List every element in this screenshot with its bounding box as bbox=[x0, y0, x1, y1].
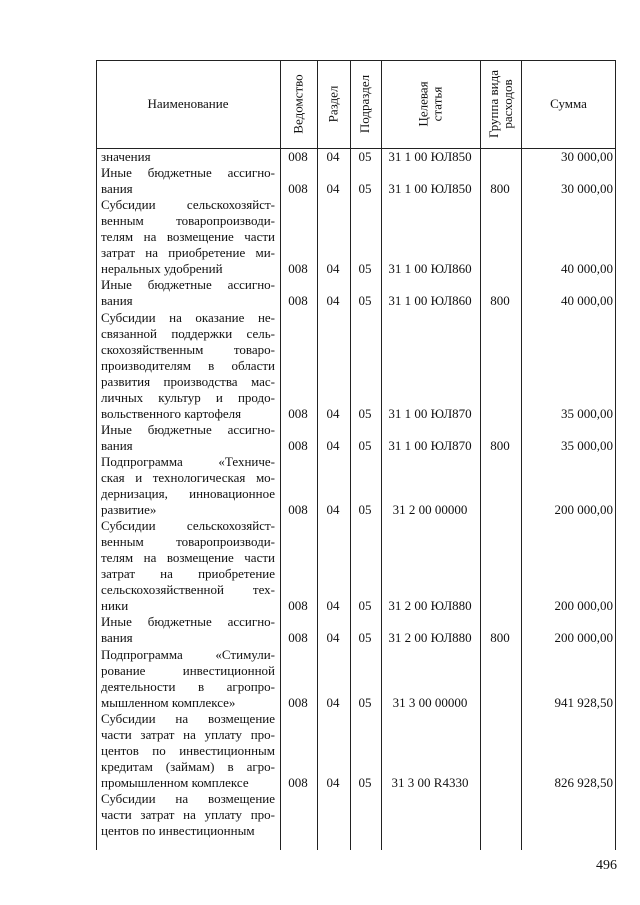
celevaya-cell: 31 3 00 00000 bbox=[392, 694, 468, 710]
row-name-line: венным товаропроизводи- bbox=[101, 534, 275, 550]
header-razdel bbox=[317, 60, 350, 148]
podrazdel-cell: 05 bbox=[358, 149, 372, 164]
row-name-line: Иные бюджетные ассигно- bbox=[101, 165, 275, 181]
summa-cell: 35 000,00 bbox=[561, 437, 613, 453]
table-row bbox=[96, 165, 616, 197]
summa-cell: 40 000,00 bbox=[561, 293, 613, 309]
vedomstvo-cell: 008 bbox=[288, 694, 308, 710]
budget-table bbox=[96, 60, 616, 850]
table-row bbox=[96, 614, 616, 646]
row-name bbox=[101, 518, 275, 614]
podrazdel-cell: 05 bbox=[358, 261, 372, 277]
row-name-line: личных культур и продо- bbox=[101, 389, 275, 405]
header-celevaya-label bbox=[416, 81, 444, 126]
row-name-line: вания bbox=[101, 630, 133, 646]
row-name bbox=[101, 165, 275, 197]
vedomstvo-cell: 008 bbox=[288, 630, 308, 646]
header-podrazdel-label: Подраздел bbox=[357, 74, 373, 134]
header-razdel-label: Раздел bbox=[325, 85, 341, 123]
celevaya-cell: 31 2 00 ЮЛ880 bbox=[388, 630, 472, 646]
podrazdel-cell: 05 bbox=[358, 774, 372, 790]
celevaya-cell: 31 1 00 ЮЛ850 bbox=[388, 181, 472, 197]
gruppa-cell: 800 bbox=[490, 293, 510, 309]
row-name-line: развития производства мас- bbox=[101, 373, 275, 389]
table-row bbox=[96, 518, 616, 614]
row-name bbox=[101, 422, 275, 454]
row-name bbox=[101, 197, 275, 277]
row-name-line: дернизация, инновационное bbox=[101, 485, 275, 501]
header-summa-label: Сумма bbox=[550, 96, 587, 111]
gruppa-cell: 800 bbox=[490, 181, 510, 197]
header-vedomstvo bbox=[280, 60, 317, 148]
table-row bbox=[96, 454, 616, 518]
razdel-cell: 04 bbox=[326, 694, 340, 710]
header-summa bbox=[521, 60, 616, 148]
row-name bbox=[101, 647, 275, 711]
header-podrazdel bbox=[350, 60, 381, 148]
celevaya-cell: 31 1 00 ЮЛ850 bbox=[388, 149, 472, 164]
vedomstvo-cell: 008 bbox=[288, 774, 308, 790]
celevaya-cell: 31 1 00 ЮЛ870 bbox=[388, 437, 472, 453]
gruppa-cell: 800 bbox=[490, 437, 510, 453]
podrazdel-cell: 05 bbox=[358, 598, 372, 614]
podrazdel-cell: 05 bbox=[358, 405, 372, 421]
summa-cell: 941 928,50 bbox=[554, 694, 613, 710]
header-name-label: Наименование bbox=[147, 96, 229, 111]
row-name-line: сельскохозяйственной тех- bbox=[101, 582, 275, 598]
razdel-cell: 04 bbox=[326, 774, 340, 790]
podrazdel-cell: 05 bbox=[358, 502, 372, 518]
vedomstvo-cell: 008 bbox=[288, 181, 308, 197]
row-name bbox=[101, 149, 275, 165]
podrazdel-cell: 05 bbox=[358, 437, 372, 453]
row-name-line: кредитам (займам) в агро- bbox=[101, 758, 275, 774]
table-top-border bbox=[96, 60, 616, 61]
row-name-line: ская и технологическая мо- bbox=[101, 469, 275, 485]
celevaya-cell: 31 2 00 ЮЛ880 bbox=[388, 598, 472, 614]
header-gruppa-label bbox=[487, 70, 515, 138]
celevaya-cell: 31 1 00 ЮЛ860 bbox=[388, 261, 472, 277]
summa-cell: 200 000,00 bbox=[554, 630, 613, 646]
row-name-line: вания bbox=[101, 293, 133, 309]
row-name-line: Субсидии на возмещение bbox=[101, 791, 275, 806]
row-name-line: вания bbox=[101, 437, 133, 453]
vedomstvo-cell: 008 bbox=[288, 437, 308, 453]
header-gruppa-line-1: Группа вида bbox=[485, 70, 501, 138]
row-name bbox=[101, 310, 275, 422]
gruppa-cell: 800 bbox=[490, 630, 510, 646]
table-row bbox=[96, 277, 616, 309]
row-name-line: деятельности в агропро- bbox=[101, 678, 275, 694]
podrazdel-cell: 05 bbox=[358, 293, 372, 309]
razdel-cell: 04 bbox=[326, 261, 340, 277]
row-name-line: венным товаропроизводи- bbox=[101, 213, 275, 229]
row-name-line: вольственного картофеля bbox=[101, 405, 242, 421]
vedomstvo-cell: 008 bbox=[288, 261, 308, 277]
row-name-line: Субсидии на возмещение bbox=[101, 710, 275, 726]
summa-cell: 826 928,50 bbox=[554, 774, 613, 790]
row-name-line: значения bbox=[101, 149, 151, 164]
summa-cell: 30 000,00 bbox=[561, 149, 613, 164]
summa-cell: 200 000,00 bbox=[554, 598, 613, 614]
row-name-line: неральных удобрений bbox=[101, 261, 223, 277]
podrazdel-cell: 05 bbox=[358, 630, 372, 646]
row-name-line: Иные бюджетные ассигно- bbox=[101, 277, 275, 293]
table-row bbox=[96, 310, 616, 422]
page-number: 496 bbox=[596, 858, 617, 873]
razdel-cell: 04 bbox=[326, 502, 340, 518]
row-name-line: производителям в области bbox=[101, 357, 275, 373]
razdel-cell: 04 bbox=[326, 630, 340, 646]
razdel-cell: 04 bbox=[326, 405, 340, 421]
podrazdel-cell: 05 bbox=[358, 181, 372, 197]
razdel-cell: 04 bbox=[326, 149, 340, 164]
razdel-cell: 04 bbox=[326, 437, 340, 453]
table-row bbox=[96, 197, 616, 277]
row-name-line: Субсидии сельскохозяйст- bbox=[101, 197, 275, 213]
header-name bbox=[96, 60, 280, 148]
row-name-line: Иные бюджетные ассигно- bbox=[101, 614, 275, 630]
row-name-line: части затрат на уплату про- bbox=[101, 807, 275, 822]
celevaya-cell: 31 2 00 00000 bbox=[392, 502, 468, 518]
header-gruppa-line-2: расходов bbox=[499, 79, 515, 129]
row-name-line: центов по инвестиционным bbox=[101, 823, 255, 838]
razdel-cell: 04 bbox=[326, 598, 340, 614]
header-celevaya-line-2: статья bbox=[429, 86, 445, 122]
row-name-line: Подпрограмма «Стимули- bbox=[101, 646, 275, 662]
row-name bbox=[101, 277, 275, 309]
vedomstvo-cell: 008 bbox=[288, 149, 308, 164]
row-name-line: телям на возмещение части bbox=[101, 550, 275, 566]
summa-cell: 30 000,00 bbox=[561, 181, 613, 197]
podrazdel-cell: 05 bbox=[358, 694, 372, 710]
row-name bbox=[101, 614, 275, 646]
row-name-line: центов по инвестиционным bbox=[101, 742, 275, 758]
summa-cell: 35 000,00 bbox=[561, 405, 613, 421]
row-name-line: Субсидии сельскохозяйст- bbox=[101, 518, 275, 534]
row-name-line: промышленном комплексе bbox=[101, 774, 249, 790]
razdel-cell: 04 bbox=[326, 181, 340, 197]
header-celevaya-line-1: Целевая bbox=[415, 81, 431, 127]
row-name-line: ники bbox=[101, 598, 129, 614]
row-name-line: скохозяйственным товаро- bbox=[101, 341, 275, 357]
celevaya-cell: 31 1 00 ЮЛ870 bbox=[388, 405, 472, 421]
row-name-line: телям на возмещение части bbox=[101, 229, 275, 245]
row-name-line: затрат на приобретение bbox=[101, 566, 275, 582]
vedomstvo-cell: 008 bbox=[288, 502, 308, 518]
header-vedomstvo-label: Ведомство bbox=[290, 74, 306, 134]
celevaya-cell: 31 1 00 ЮЛ860 bbox=[388, 293, 472, 309]
row-name-line: рование инвестиционной bbox=[101, 662, 275, 678]
table-row bbox=[96, 791, 616, 839]
table-row bbox=[96, 422, 616, 454]
header-celevaya bbox=[381, 60, 480, 148]
vedomstvo-cell: 008 bbox=[288, 405, 308, 421]
row-name bbox=[101, 791, 275, 839]
celevaya-cell: 31 3 00 R4330 bbox=[391, 774, 469, 790]
table-row bbox=[96, 647, 616, 711]
row-name-line: связанной поддержки сель- bbox=[101, 325, 275, 341]
row-name-line: развитие» bbox=[101, 501, 157, 517]
row-name-line: Иные бюджетные ассигно- bbox=[101, 421, 275, 437]
row-name-line: вания bbox=[101, 181, 133, 197]
table-row bbox=[96, 711, 616, 791]
vedomstvo-cell: 008 bbox=[288, 598, 308, 614]
row-name-line: мышленном комплексе» bbox=[101, 694, 236, 710]
row-name-line: затрат на приобретение ми- bbox=[101, 245, 275, 261]
row-name bbox=[101, 454, 275, 518]
razdel-cell: 04 bbox=[326, 293, 340, 309]
row-name-line: Подпрограмма «Техниче- bbox=[101, 453, 275, 469]
summa-cell: 200 000,00 bbox=[554, 502, 613, 518]
row-name bbox=[101, 711, 275, 791]
summa-cell: 40 000,00 bbox=[561, 261, 613, 277]
vedomstvo-cell: 008 bbox=[288, 293, 308, 309]
header-gruppa bbox=[480, 60, 521, 148]
row-name-line: части затрат на уплату про- bbox=[101, 726, 275, 742]
table-row bbox=[96, 149, 616, 165]
row-name-line: Субсидии на оказание не- bbox=[101, 309, 275, 325]
